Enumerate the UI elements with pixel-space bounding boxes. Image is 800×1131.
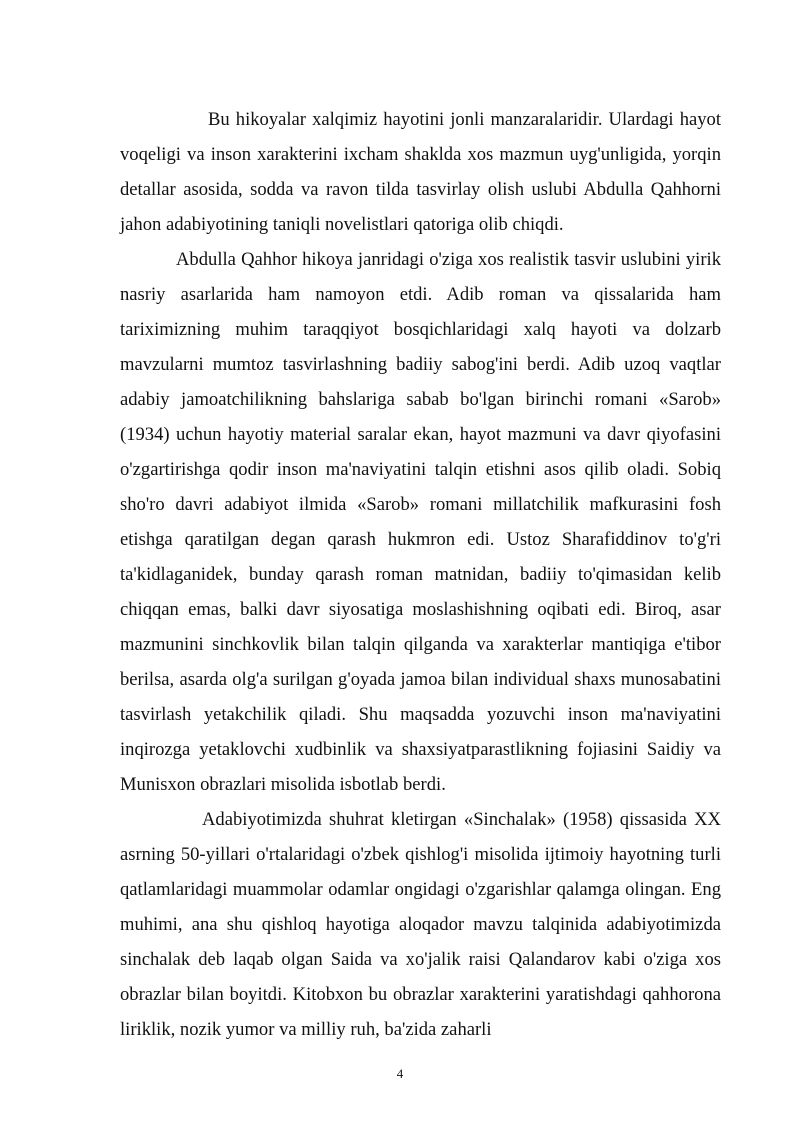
paragraph-2: Abdulla Qahhor hikoya janridagi o'ziga xos realistik tasvir uslubini yirik nasriy asarlarida ham namoyon etdi. Adib roman va qissalarida ham tariximizning muhim taraqqiyot bosqichlaridagi xalq hayoti va dolzarb mavzularni mumtoz tasvirlashning badiiy sabog'ini berdi. Adib uzoq vaqtlar adabiy jamoatchilikning bahslariga sabab bo'lgan birinchi romani «Sarob» (1934) uchun hayotiy material saralar ekan, hayot mazmuni va davr qiyofasini o'zgartirishga qodir inson ma'naviyatini talqin etishni asos qilib oladi. Sobiq sho'ro davri adabiyot ilmida «Sarob» romani millatchilik mafkurasini fosh etishga qaratilgan degan qarash hukmron edi. Ustoz Sharafiddinov to'g'ri ta'kidlaganidek, bunday qarash roman matnidan, badiiy to'qimasidan kelib chiqqan emas, balki davr siyosatiga moslashishning oqibati edi. Biroq, asar mazmunini sinchkovlik bilan talqin qilganda va xarakterlar mantiqiga e'tibor berilsa, asarda olg'a surilgan g'oyada jamoa bilan individual shaxs munosabatini tasvirlash yetakchilik qiladi. Shu maqsadda yozuvchi inson ma'naviyatini inqirozga yetaklovchi xudbinlik va shaxsiyatparastlikning fojiasini Saidiy va Munisxon obrazlari misolida isbotlab berdi.	[120, 249, 721, 795]
paragraph-1: Bu hikoyalar xalqimiz hayotini jonli manzaralaridir. Ulardagi hayot voqeligi va inson xarakterini ixcham shaklda xos mazmun uyg'unligida, yorqin detallar asosida, sodda va ravon tilda tasvirlay olish uslubi Abdulla Qahhorni jahon adabiyotining taniqli novelistlari qatoriga olib chiqdi.	[120, 109, 721, 235]
page-number: 4	[396, 1066, 404, 1081]
paragraph-3: Adabiyotimizda shuhrat kletirgan «Sinchalak» (1958) qissasida XX asrning 50-yillari o'rtalaridagi o'zbek qishlog'i misolida ijtimoiy hayotning turli qatlamlaridagi muammolar odamlar ongidagi o'zgarishlar qalamga olingan. Eng muhimi, ana shu qishloq hayotiga aloqador mavzu talqinida adabiyotimizda sinchalak deb laqab olgan Saida va xo'jalik raisi Qalandarov kabi o'ziga xos obrazlar bilan boyitdi. Kitobxon bu obrazlar xarakterini yaratishdagi qahhorona liriklik, nozik yumor va milliy ruh, ba'zida zaharli	[120, 809, 721, 1040]
body-text	[120, 102, 721, 1047]
